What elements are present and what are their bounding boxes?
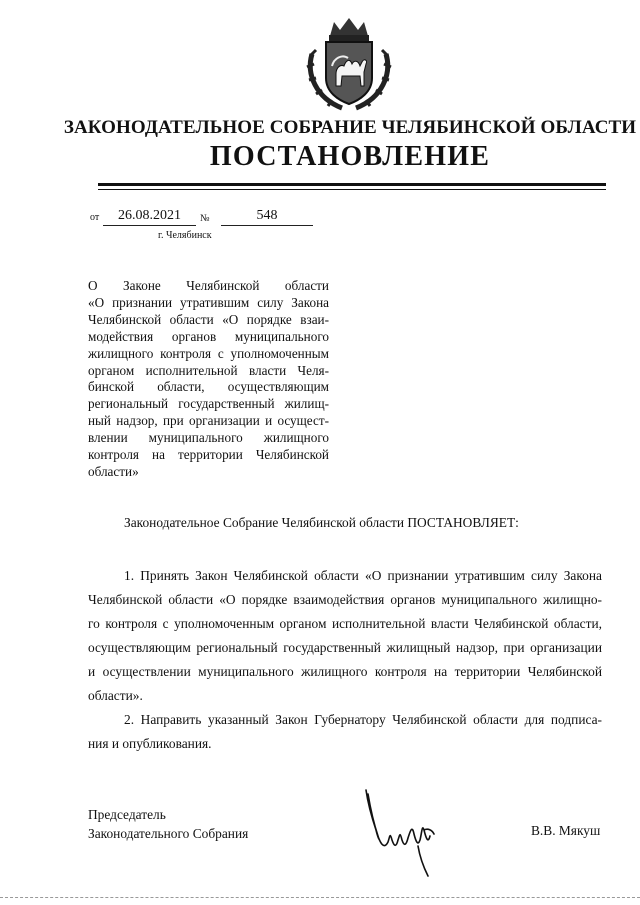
subject-line: «О признании утратившим силу Закона [88, 294, 329, 310]
subject-line: О Законе Челябинской области [88, 278, 329, 293]
signatory-title [88, 805, 248, 843]
handwritten-signature [358, 784, 448, 880]
document-subject [88, 278, 329, 481]
body-line: ния и опубликования. [88, 736, 212, 751]
subject-line: контроля на территории Челябинской [88, 447, 329, 463]
subject-line: влении муниципального жилищного [88, 430, 329, 446]
subject-line: региональный государственный жилищ- [88, 396, 329, 412]
document-city: г. Челябинск [158, 230, 212, 241]
coat-of-arms-icon [302, 14, 396, 112]
subject-line: органом исполнительной власти Челя- [88, 362, 329, 378]
number-prefix: № [200, 213, 210, 224]
date-prefix: от [90, 212, 100, 223]
body-line: 1. Принять Закон Челябинской области «О признании утратившим силу Закона [124, 568, 602, 583]
body-line: осуществляющим региональный государственный жилищный надзор, при организации [88, 640, 602, 655]
organization-title: ЗАКОНОДАТЕЛЬНОЕ СОБРАНИЕ ЧЕЛЯБИНСКОЙ ОБЛАСТИ [63, 117, 637, 138]
subject-line: жилищного контроля с уполномоченным [88, 345, 329, 361]
document-type-title: ПОСТАНОВЛЕНИЕ [209, 141, 491, 172]
body-line: Челябинской области «О порядке взаимодействия органов муниципального жилищно- [88, 592, 602, 607]
header-divider-thin [98, 189, 606, 190]
signatory-title-line: Законодательного Собрания [88, 826, 249, 841]
signatory-title-line: Председатель [88, 807, 166, 822]
subject-line: бинской области, осуществляющим [88, 379, 329, 395]
subject-line: Челябинской области «О порядке взаи- [88, 311, 329, 327]
body-line: го контроля с уполномоченным органом исполнительной власти Челябинской области, [88, 616, 602, 631]
subject-line: ный надзор, при организации и осущест- [88, 413, 329, 429]
page-bottom-edge [0, 897, 640, 898]
body-line: 2. Направить указанный Закон Губернатору Челябинской области для подписа- [124, 712, 602, 727]
resolution-intro: Законодательное Собрание Челябинской области ПОСТАНОВЛЯЕТ: [124, 515, 519, 530]
signatory-name: В.В. Мякуш [531, 823, 601, 838]
body-line: области». [88, 688, 143, 703]
body-line: и осуществлении муниципального жилищного контроля на территории Челябинской [88, 664, 602, 679]
subject-line: модействия органов муниципального [88, 328, 329, 344]
header-divider-thick [98, 183, 606, 186]
subject-line: области» [88, 463, 139, 479]
document-number: 548 [221, 207, 313, 226]
document-date: 26.08.2021 [103, 207, 196, 226]
resolution-body [88, 564, 602, 756]
